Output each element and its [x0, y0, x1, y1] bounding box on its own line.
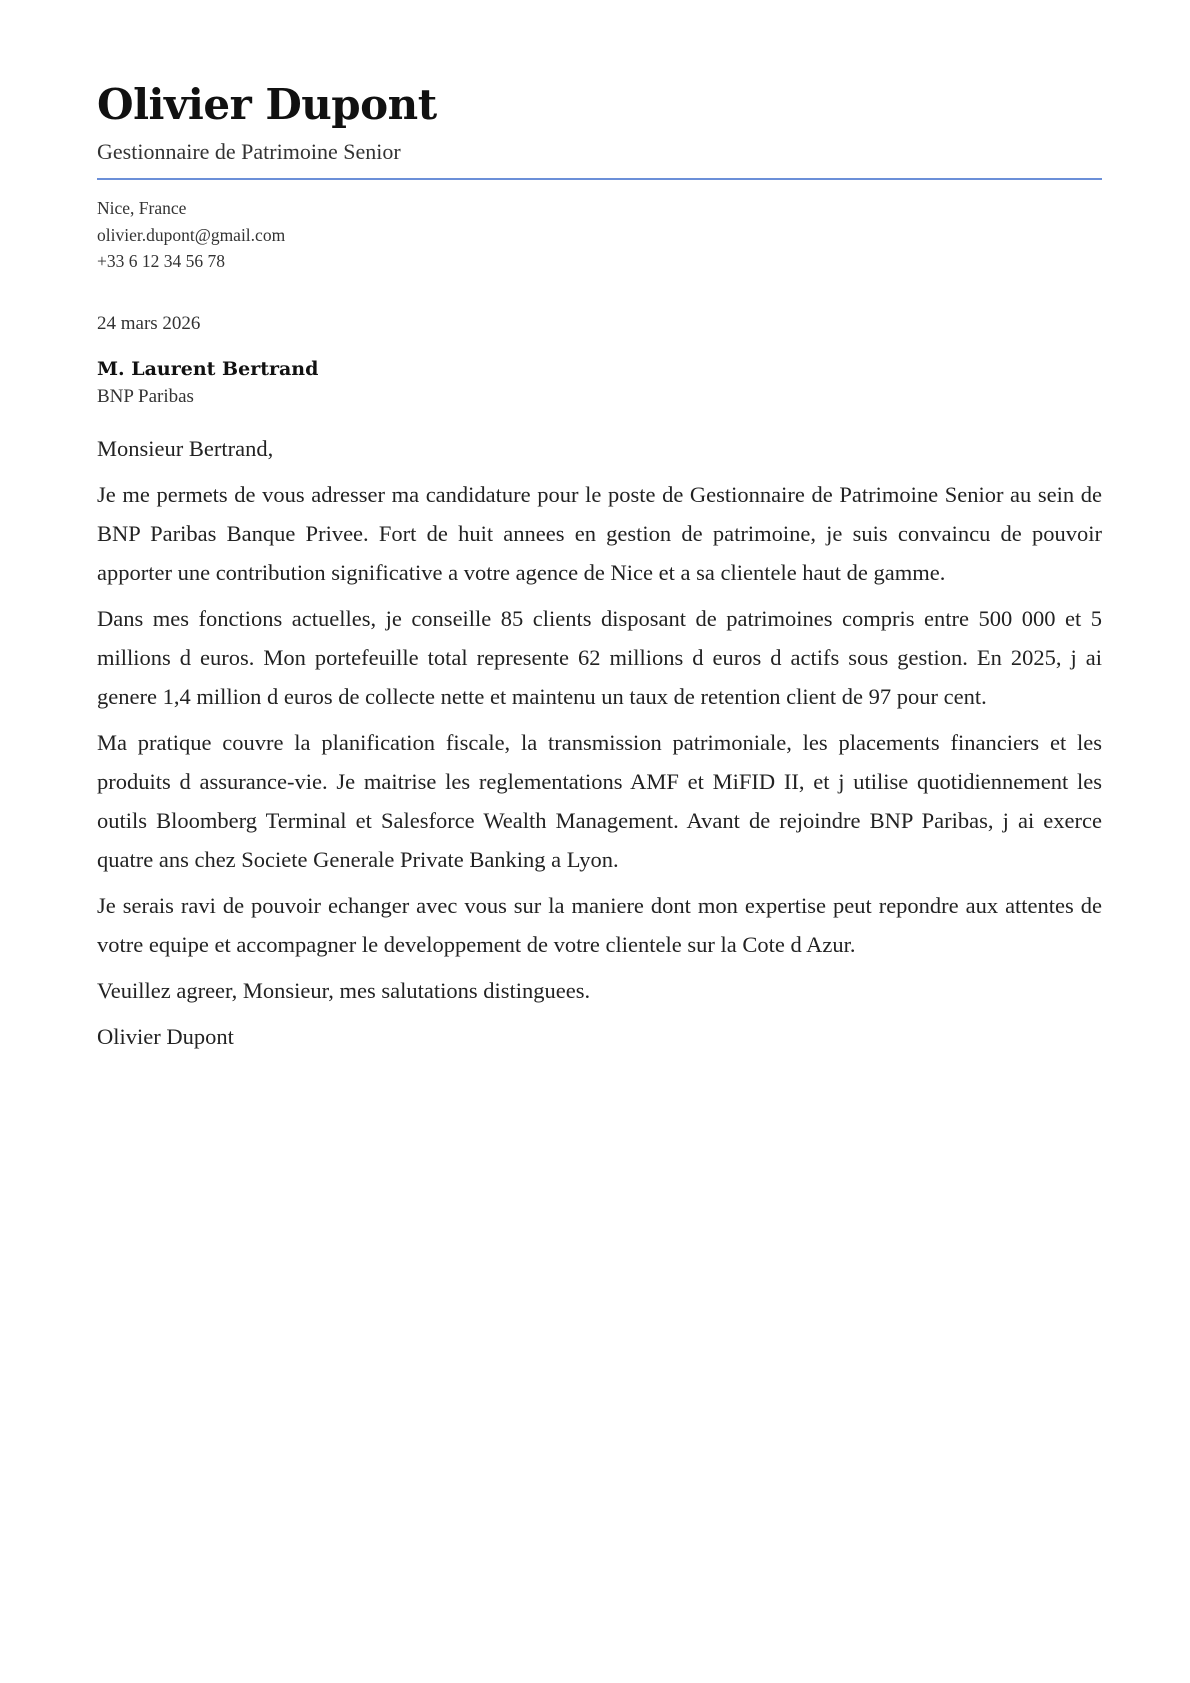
recipient-company: BNP Paribas: [97, 385, 194, 407]
letter-date: 24 mars 2026: [97, 312, 201, 334]
signature: Olivier Dupont: [97, 1023, 234, 1049]
closing-line: Veuillez agreer, Monsieur, mes salutations distinguees.: [97, 977, 591, 1003]
header-divider: [97, 178, 1102, 180]
body-paragraph: Dans mes fonctions actuelles, je conseille 85 clients disposant de patrimoines compris entre 500 000 et 5 millions d euros. Mon portefeuille total represente 62 millions d euros d actifs sous gestion. En 2025, j ai genere 1,4 million d euros de collecte nette et maintenu un taux de retention client de 97 pour cent.: [97, 605, 1102, 709]
body-paragraph: Je me permets de vous adresser ma candidature pour le poste de Gestionnaire de Patrimoine Senior au sein de BNP Paribas Banque Privee. Fort de huit annees en gestion de patrimoine, je suis convaincu de pouvoir apporter une contribution significative a votre agence de Nice et a sa clientele haut de gamme.: [97, 481, 1102, 585]
contact-block: [97, 195, 1102, 275]
sender-job-title: Gestionnaire de Patrimoine Senior: [97, 139, 401, 164]
salutation: Monsieur Bertrand,: [97, 435, 274, 461]
body-paragraph: Ma pratique couvre la planification fiscale, la transmission patrimoniale, les placements financiers et les produits d assurance-vie. Je maitrise les reglementations AMF et MiFID II, et j utilise quotidiennement les outils Bloomberg Terminal et Salesforce Wealth Management. Avant de rejoindre BNP Paribas, j ai exerce quatre ans chez Societe Generale Private Banking a Lyon.: [97, 729, 1102, 872]
cover-letter-page: [97, 80, 1102, 1056]
contact-email: olivier.dupont@gmail.com: [97, 224, 286, 245]
contact-phone: +33 6 12 34 56 78: [97, 251, 225, 271]
contact-location: Nice, France: [97, 198, 187, 218]
recipient-name: M. Laurent Bertrand: [97, 357, 319, 380]
sender-name: Olivier Dupont: [97, 80, 437, 129]
body-paragraph: Je serais ravi de pouvoir echanger avec vous sur la maniere dont mon expertise peut repondre aux attentes de votre equipe et accompagner le developpement de votre clientele sur la Cote d Azur.: [97, 892, 1102, 957]
